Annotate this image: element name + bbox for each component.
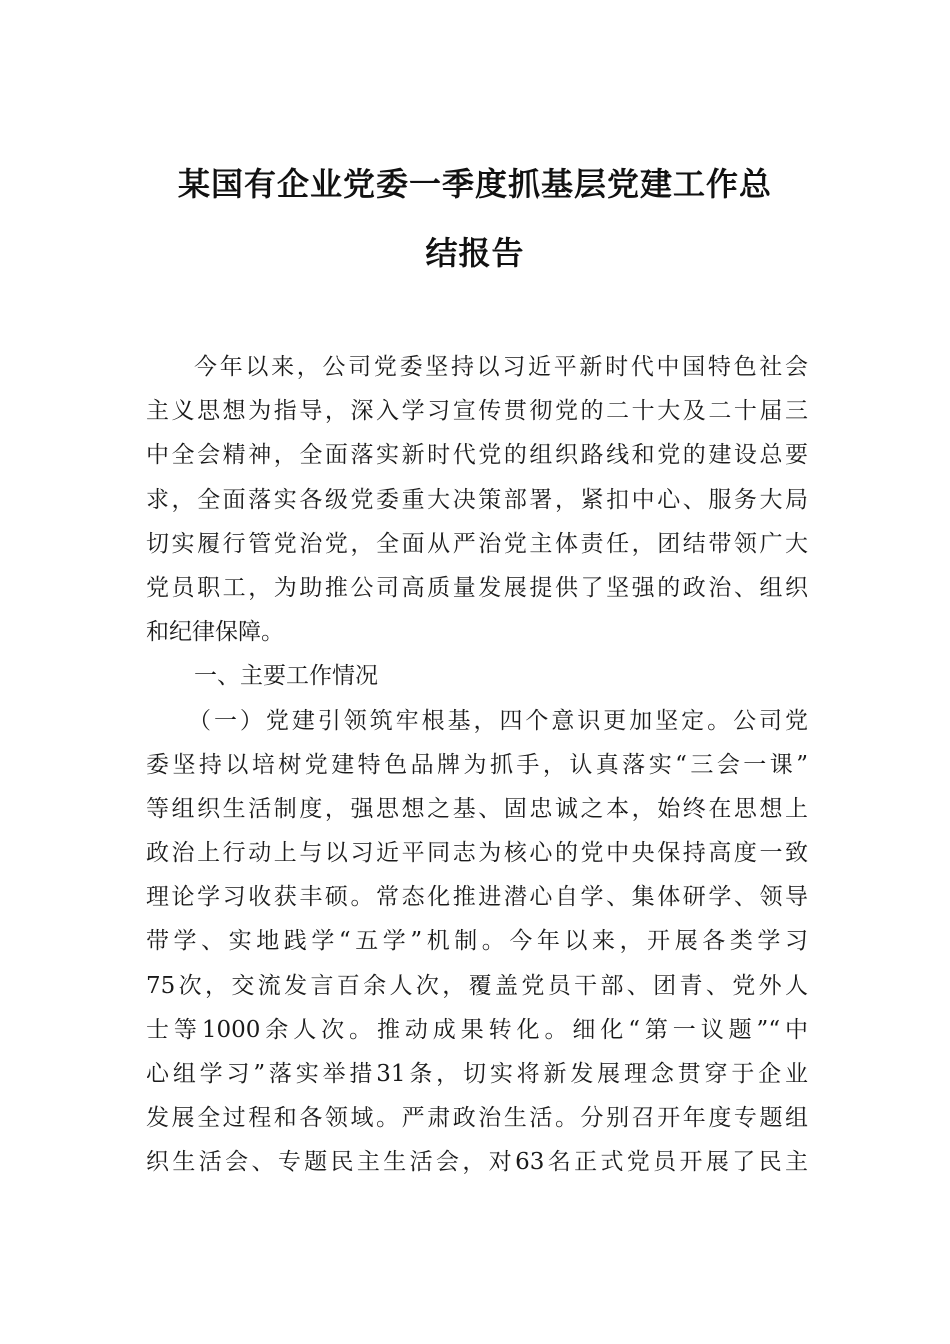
- subsection-lead: （一）党建引领筑牢根基，四个意识更加坚定。: [188, 707, 734, 734]
- intro-line: 中全会精神，全面落实新时代党的组织路线和党的建设总要: [146, 442, 808, 469]
- intro-line: 求，全面落实各级党委重大决策部署，紧扣中心、服务大局: [146, 486, 808, 513]
- intro-line: 主义思想为指导，深入学习宣传贯彻党的二十大及二十届三: [146, 398, 808, 425]
- title-line-2: 结报告: [425, 234, 525, 272]
- section-heading: 一、主要工作情况: [194, 663, 378, 690]
- intro-paragraph: [146, 345, 808, 1185]
- subsection-line: 政治上行动上与以习近平同志为核心的党中央保持高度一致: [146, 840, 808, 867]
- subsection-line: 发展全过程和各领域。严肃政治生活。分别召开年度专题组: [146, 1105, 808, 1132]
- subsection-line: 委坚持以培树党建特色品牌为抓手，认真落实“三会一课”: [146, 751, 808, 778]
- subsection-line: 75次，交流发言百余人次，覆盖党员干部、团青、党外人: [146, 972, 808, 999]
- intro-line: 党员职工，为助推公司高质量发展提供了坚强的政治、组织: [146, 574, 808, 601]
- subsection-line: 织生活会、专题民主生活会，对63名正式党员开展了民主: [146, 1149, 808, 1176]
- subsection-line: 士等1000余人次。推动成果转化。细化“第一议题”“中: [146, 1016, 808, 1043]
- subsection-line: 等组织生活制度，强思想之基、固忠诚之本，始终在思想上: [146, 795, 808, 822]
- title-line-1: 某国有企业党委一季度抓基层党建工作总: [177, 165, 772, 203]
- subsection-lead-tail: 公司党: [733, 707, 808, 734]
- intro-line: 切实履行管党治党，全面从严治党主体责任，团结带领广大: [146, 530, 808, 557]
- subsection-line: 心组学习”落实举措31条，切实将新发展理念贯穿于企业: [146, 1061, 808, 1087]
- subsection-line: 带学、实地践学“五学”机制。今年以来，开展各类学习: [146, 928, 808, 955]
- intro-line: 和纪律保障。: [146, 619, 284, 646]
- intro-line: 今年以来，公司党委坚持以习近平新时代中国特色社会: [194, 354, 808, 380]
- subsection-first-line: [146, 699, 808, 743]
- document-title: [0, 165, 950, 273]
- subsection-line: 理论学习收获丰硕。常态化推进潜心自学、集体研学、领导: [146, 884, 808, 911]
